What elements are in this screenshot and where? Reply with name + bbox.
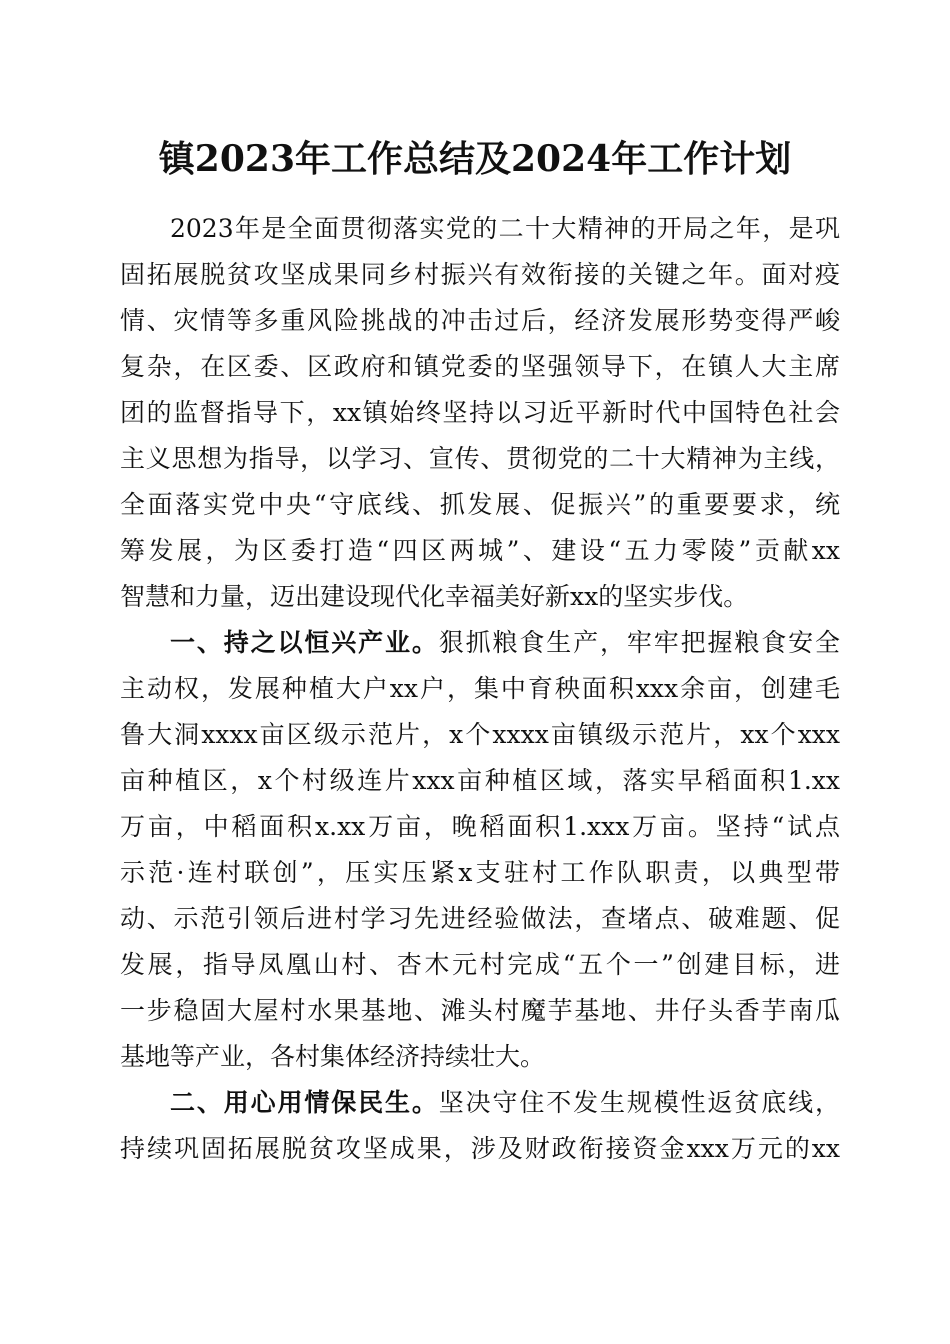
section-1-line: 基地等产业，各村集体经济持续壮大。	[120, 1042, 546, 1071]
document-title: 镇2023年工作总结及2024年工作计划	[158, 138, 792, 180]
paragraph-1-line: 团的监督指导下，xx镇始终坚持以习近平新时代中国特色社会	[120, 398, 840, 427]
section-1-line: 主动权，发展种植大户xx户，集中育秧面积xxx余亩，创建毛	[120, 674, 840, 703]
section-1-line: 鲁大洞xxxx亩区级示范片，x个xxxx亩镇级示范片，xx个xxx	[120, 720, 840, 749]
paragraph-1-line: 全面落实党中央“守底线、抓发展、促振兴”的重要要求，统	[120, 490, 840, 519]
paragraph-1-line: 智慧和力量，迈出建设现代化幸福美好新xx的坚实步伐。	[120, 582, 749, 611]
document-body	[120, 206, 840, 1172]
section-2-heading: 二、用心用情保民生。	[170, 1088, 439, 1117]
paragraph-1-line: 主义思想为指导，以学习、宣传、贯彻党的二十大精神为主线，	[120, 444, 840, 473]
section-1-first-line-text: 狠抓粮食生产，牢牢把握粮食安全	[438, 628, 840, 657]
section-2-line: 持续巩固拓展脱贫攻坚成果，涉及财政衔接资金xxx万元的xx	[120, 1134, 840, 1163]
paragraph-1-line: 复杂，在区委、区政府和镇党委的坚强领导下，在镇人大主席	[120, 352, 840, 381]
section-1-line: 发展，指导凤凰山村、杏木元村完成“五个一”创建目标，进	[120, 950, 840, 979]
section-2-first-line	[120, 1080, 840, 1126]
section-1-line: 一步稳固大屋村水果基地、滩头村魔芋基地、井仔头香芋南瓜	[120, 996, 840, 1025]
section-1-line: 亩种植区，x个村级连片xxx亩种植区域，落实早稻面积1.xx	[120, 766, 840, 795]
paragraph-1-line: 固拓展脱贫攻坚成果同乡村振兴有效衔接的关键之年。面对疫	[120, 260, 840, 289]
section-1-first-line	[120, 620, 840, 666]
section-1-line: 示范·连村联创”，压实压紧x支驻村工作队职责，以典型带	[120, 858, 840, 887]
paragraph-1-line: 2023年是全面贯彻落实党的二十大精神的开局之年，是巩	[170, 214, 840, 243]
section-2-first-line-text: 坚决守住不发生规模性返贫底线，	[438, 1088, 840, 1117]
section-1-line: 万亩，中稻面积x.xx万亩，晚稻面积1.xxx万亩。坚持“试点	[120, 812, 840, 841]
section-1-line: 动、示范引领后进村学习先进经验做法，查堵点、破难题、促	[120, 904, 840, 933]
section-1-heading: 一、持之以恒兴产业。	[170, 628, 439, 657]
paragraph-1-line: 情、灾情等多重风险挑战的冲击过后，经济发展形势变得严峻	[120, 306, 840, 335]
paragraph-1-line: 筹发展，为区委打造“四区两城”、建设“五力零陵”贡献xx	[120, 536, 840, 565]
